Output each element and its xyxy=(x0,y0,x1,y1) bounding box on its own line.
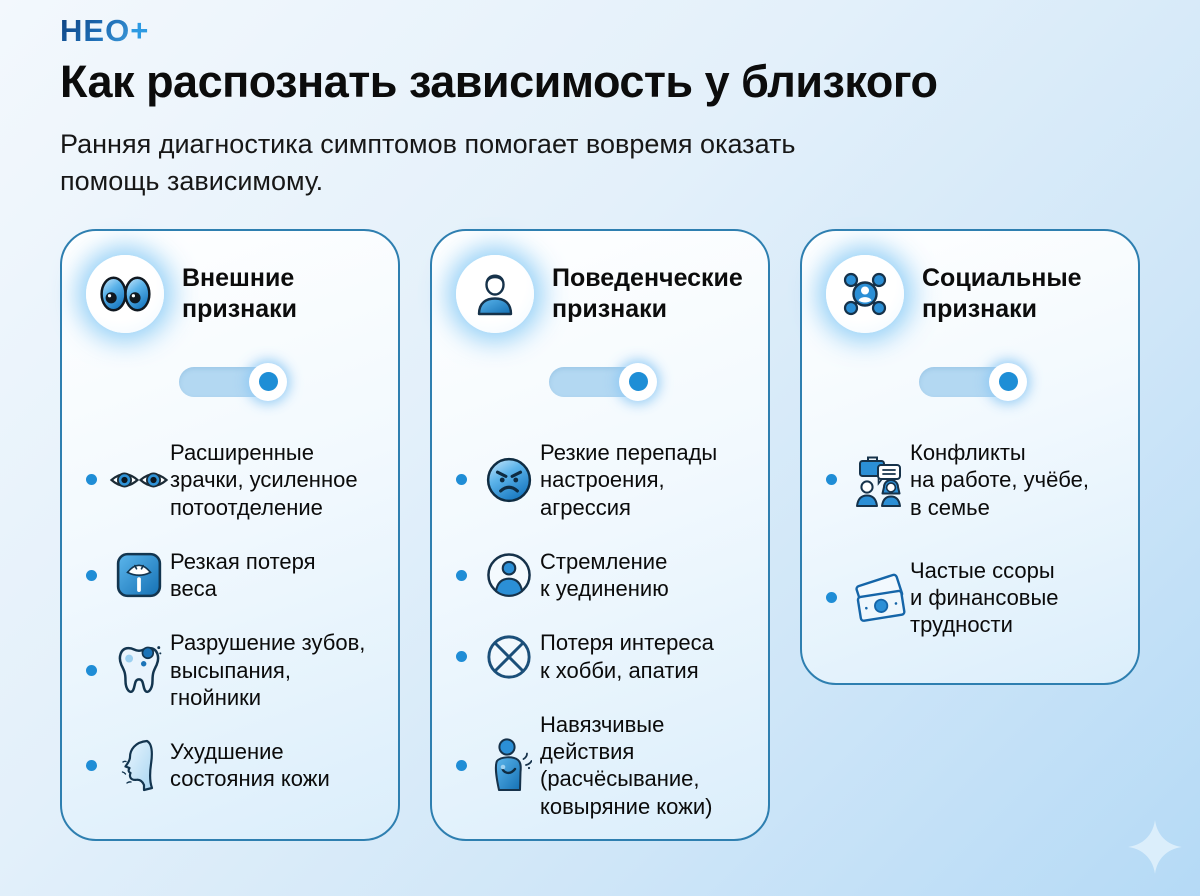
neo-plus-logo xyxy=(60,14,1140,48)
item-text: Навязчивые действия (расчёсывание, ковыряние кожи) xyxy=(540,711,713,819)
item-text: Потеря интереса к хобби, апатия xyxy=(540,630,714,683)
list-item xyxy=(86,738,374,793)
item-text: Частые ссоры и финансовые трудности xyxy=(910,557,1059,638)
item-text: Резкая потеря веса xyxy=(170,548,316,602)
list-item xyxy=(456,439,744,521)
item-text: Стремление к уединению xyxy=(540,548,669,602)
list-item xyxy=(456,548,744,603)
weight-scale-icon xyxy=(108,551,170,599)
person-icon xyxy=(456,255,534,333)
logo-text: НЕО xyxy=(60,13,131,48)
bullet-dot xyxy=(86,474,108,485)
list-item xyxy=(456,629,744,684)
card-title: Внешние признаки xyxy=(182,264,298,323)
card-behavioral-signs xyxy=(430,229,770,841)
subtitle-line-1: Ранняя диагностика симптомов помогает вовремя оказать xyxy=(60,129,796,160)
person-circle-icon xyxy=(478,551,540,599)
bullet-dot xyxy=(826,474,848,485)
item-text: Резкие перепады настроения, агрессия xyxy=(540,439,718,520)
work-conflict-icon xyxy=(848,452,910,508)
card-header xyxy=(86,255,374,333)
card-toggle-switch[interactable] xyxy=(179,367,281,397)
card-header xyxy=(826,255,1114,333)
no-interest-icon xyxy=(478,633,540,681)
item-text: Ухудшение состояния кожи xyxy=(170,739,330,792)
page-subtitle xyxy=(60,126,1140,199)
toggle-knob xyxy=(989,363,1027,401)
angry-face-icon xyxy=(478,456,540,504)
item-text: Разрушение зубов, высыпания, гнойники xyxy=(170,630,366,710)
bullet-dot xyxy=(456,760,478,771)
card-toggle-switch[interactable] xyxy=(549,367,651,397)
bullet-dot xyxy=(456,570,478,581)
page-title: Как распознать зависимость у близкого xyxy=(60,56,938,108)
bullet-dot xyxy=(86,570,108,581)
item-text: Расширенные зрачки, усиленное потоотделение xyxy=(170,439,358,520)
bullet-dot xyxy=(826,592,848,603)
eyes-icon xyxy=(86,255,164,333)
bullet-dot xyxy=(86,665,108,676)
items-list xyxy=(86,439,374,793)
cards-row xyxy=(60,229,1140,841)
item-text: Конфликты на работе, учёбе, в семье xyxy=(910,439,1090,520)
list-item xyxy=(86,548,374,603)
card-title: Поведенческие признаки xyxy=(552,264,743,323)
card-header xyxy=(456,255,744,333)
social-network-icon xyxy=(826,255,904,333)
card-toggle-switch[interactable] xyxy=(919,367,1021,397)
list-item xyxy=(456,711,744,820)
bullet-dot xyxy=(86,760,108,771)
items-list xyxy=(456,439,744,820)
toggle-knob xyxy=(249,363,287,401)
list-item xyxy=(86,439,374,521)
scratching-person-icon xyxy=(478,738,540,792)
dilated-pupils-icon xyxy=(108,465,170,495)
logo-plus: + xyxy=(130,13,150,48)
card-social-signs xyxy=(800,229,1140,685)
card-title: Социальные признаки xyxy=(922,264,1082,323)
bullet-dot xyxy=(456,651,478,662)
tooth-decay-icon xyxy=(108,644,170,696)
items-list xyxy=(826,439,1114,639)
list-item xyxy=(826,557,1114,639)
list-item xyxy=(86,629,374,711)
toggle-knob xyxy=(619,363,657,401)
card-external-signs xyxy=(60,229,400,841)
list-item xyxy=(826,439,1114,521)
subtitle-line-2: помощь зависимому. xyxy=(60,165,324,196)
sparkle-icon xyxy=(1126,818,1184,876)
face-profile-icon xyxy=(108,738,170,792)
money-icon xyxy=(848,573,910,623)
bullet-dot xyxy=(456,474,478,485)
